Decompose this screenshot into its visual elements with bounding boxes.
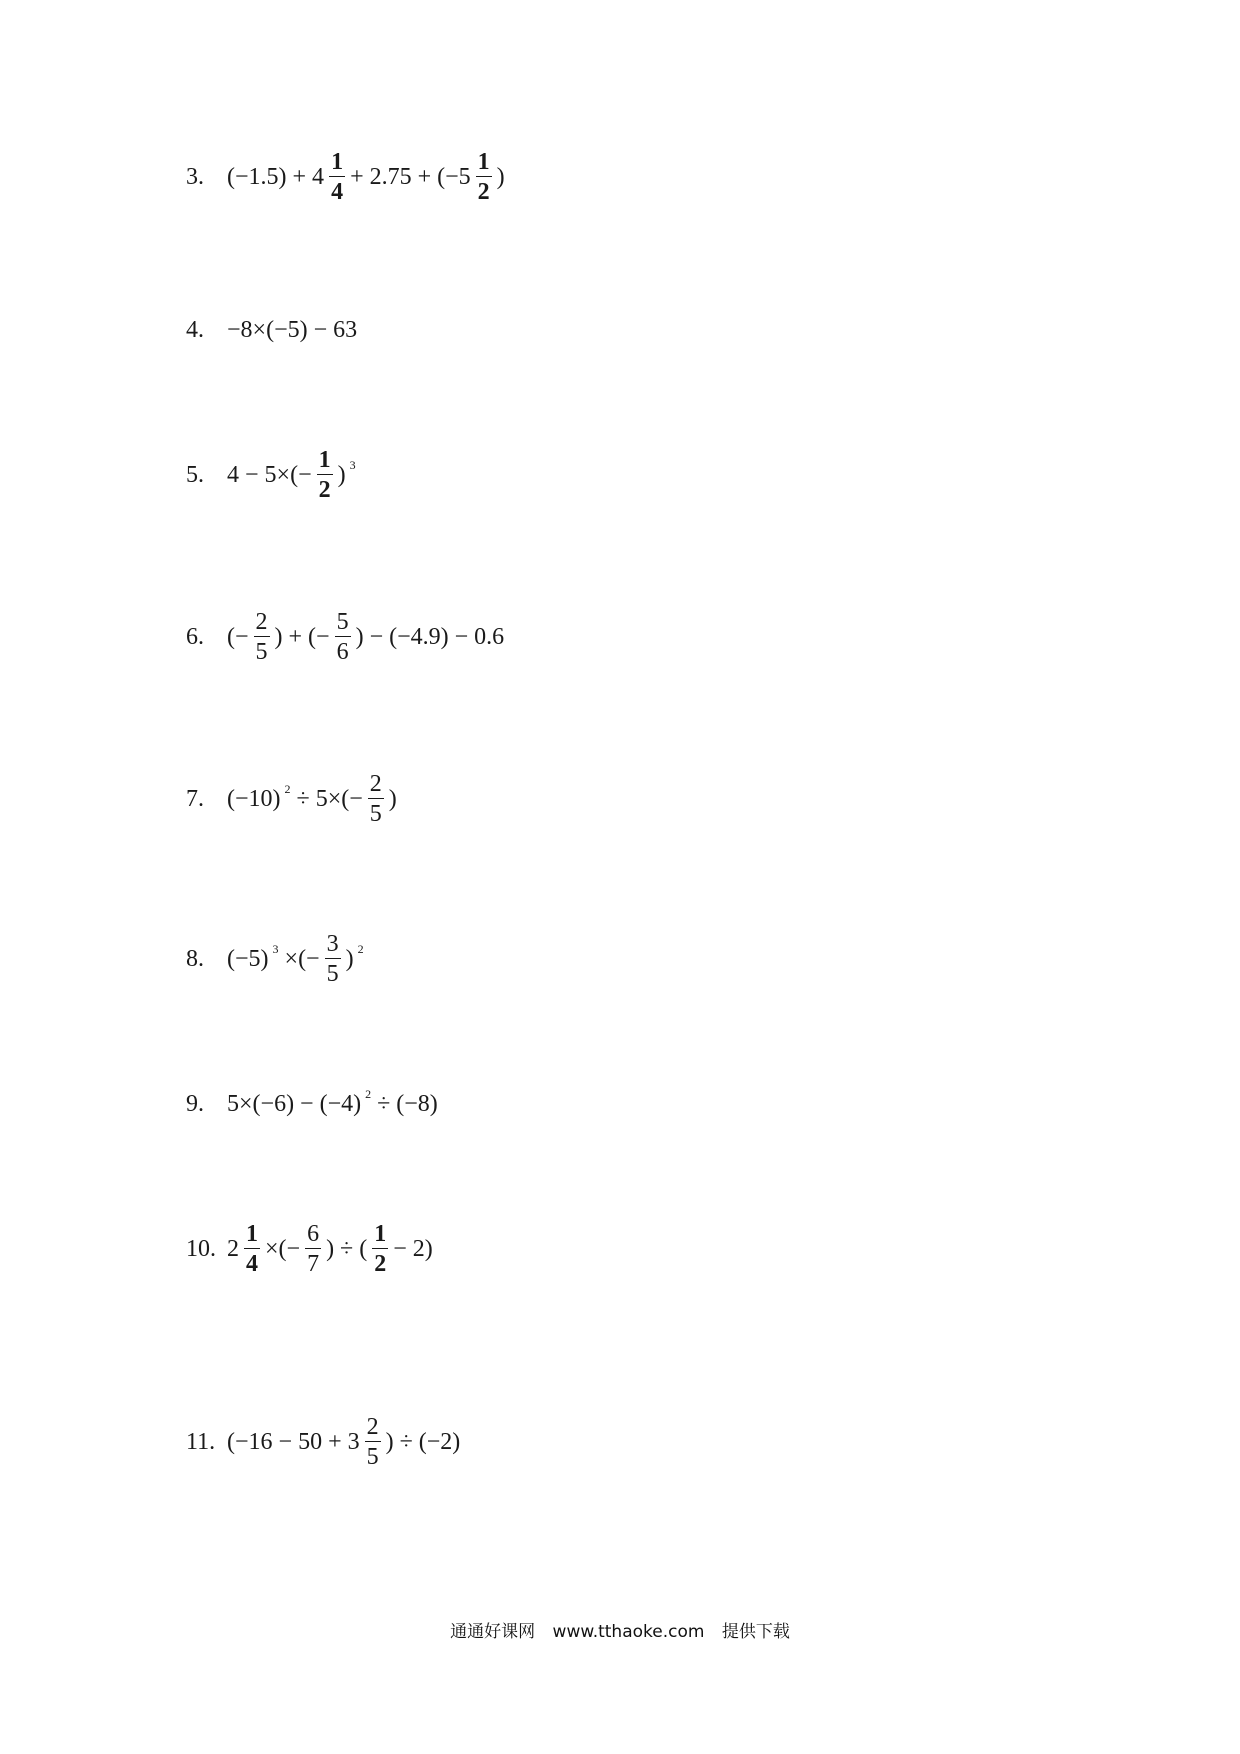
denominator: 7 <box>307 1251 320 1277</box>
denominator: 5 <box>255 639 268 665</box>
numerator: 1 <box>374 1221 387 1247</box>
numerator: 5 <box>336 609 349 635</box>
math-expression <box>226 610 505 664</box>
expr-text: ×(− <box>265 1236 301 1262</box>
fraction <box>372 1222 388 1276</box>
expr-text: ) − (−4.9) − 0.6 <box>355 624 505 650</box>
expr-text: ) ÷ (−2) <box>385 1429 461 1455</box>
denominator: 5 <box>369 801 382 827</box>
denominator: 2 <box>477 179 490 205</box>
problem-number: 7. <box>186 786 204 812</box>
denominator: 2 <box>374 1251 387 1277</box>
problem-9 <box>186 1087 439 1117</box>
expr-text: (− <box>227 624 249 650</box>
exponent: 2 <box>357 942 364 956</box>
fraction <box>368 772 384 826</box>
expr-text: 4 − 5×(− <box>227 462 312 488</box>
expr-text: 2 <box>227 1236 239 1262</box>
expr-text: ) <box>388 786 397 812</box>
expr-text: (−16 − 50 + 3 <box>227 1429 360 1455</box>
expr-text: − 2) <box>393 1236 433 1262</box>
math-expression <box>226 150 506 204</box>
exponent: 2 <box>365 1087 372 1101</box>
problem-number: 3. <box>186 164 204 190</box>
expr-text: (−10) <box>227 786 281 812</box>
expr-text: ) <box>345 946 354 972</box>
fraction <box>254 610 270 664</box>
problem-10 <box>186 1222 434 1276</box>
problem-number: 5. <box>186 462 204 488</box>
numerator: 1 <box>477 149 490 175</box>
expr-text: ×(− <box>284 946 320 972</box>
problem-6 <box>186 610 505 664</box>
fraction <box>365 1415 381 1469</box>
exponent: 3 <box>349 458 356 472</box>
fraction <box>244 1222 260 1276</box>
denominator: 6 <box>336 639 349 665</box>
expr-text: ) <box>496 164 505 190</box>
fraction <box>335 610 351 664</box>
numerator: 2 <box>366 1414 379 1440</box>
problem-number: 8. <box>186 946 204 972</box>
fraction <box>325 932 341 986</box>
problem-8 <box>186 932 367 986</box>
math-expression <box>226 1415 461 1469</box>
math-expression <box>226 932 367 986</box>
denominator: 4 <box>331 179 344 205</box>
math-expression <box>226 1222 434 1276</box>
math-expression <box>226 772 398 826</box>
math-expression <box>226 318 358 342</box>
numerator: 2 <box>369 771 382 797</box>
numerator: 1 <box>318 447 331 473</box>
problem-number: 9. <box>186 1091 204 1117</box>
footer-suffix: 提供下载 <box>721 1622 790 1642</box>
expr-text: ) ÷ ( <box>326 1236 368 1262</box>
expr-text: ÷ 5×(− <box>296 786 363 812</box>
denominator: 2 <box>318 477 331 503</box>
problem-7 <box>186 772 398 826</box>
expr-text: 5×(−6) − (−4) <box>227 1091 362 1117</box>
numerator: 1 <box>246 1221 258 1247</box>
denominator: 5 <box>366 1444 379 1470</box>
fraction <box>305 1222 321 1276</box>
problem-number: 10. <box>186 1236 216 1262</box>
problem-number: 6. <box>186 624 204 650</box>
expr-text: −8×(−5) − 63 <box>227 317 358 343</box>
problem-3 <box>186 150 506 204</box>
expr-text: (−5) <box>227 946 269 972</box>
exponent: 2 <box>284 782 291 796</box>
expr-text: (−1.5) + 4 <box>227 164 325 190</box>
fraction <box>476 150 492 204</box>
problem-11 <box>186 1415 461 1469</box>
numerator: 6 <box>307 1221 320 1247</box>
numerator: 3 <box>326 931 339 957</box>
expr-text: ÷ (−8) <box>377 1091 438 1117</box>
math-expression <box>226 448 359 502</box>
expr-text: + 2.75 + (−5 <box>350 164 471 190</box>
expr-text: ) <box>337 462 346 488</box>
denominator: 4 <box>246 1251 258 1277</box>
footer-url[interactable]: www.tthaoke.com <box>552 1622 705 1642</box>
problem-5 <box>186 448 359 502</box>
problem-number: 4. <box>186 317 204 343</box>
denominator: 5 <box>326 961 339 987</box>
footer-site-name: 通通好课网 <box>450 1622 536 1642</box>
numerator: 1 <box>331 149 344 175</box>
problem-number: 11. <box>186 1429 216 1455</box>
fraction <box>317 448 333 502</box>
fraction <box>329 150 345 204</box>
problem-4 <box>186 318 358 342</box>
exponent: 3 <box>272 942 279 956</box>
numerator: 2 <box>255 609 268 635</box>
page-footer <box>0 1617 1240 1642</box>
math-expression <box>226 1087 439 1117</box>
expr-text: ) + (− <box>274 624 330 650</box>
